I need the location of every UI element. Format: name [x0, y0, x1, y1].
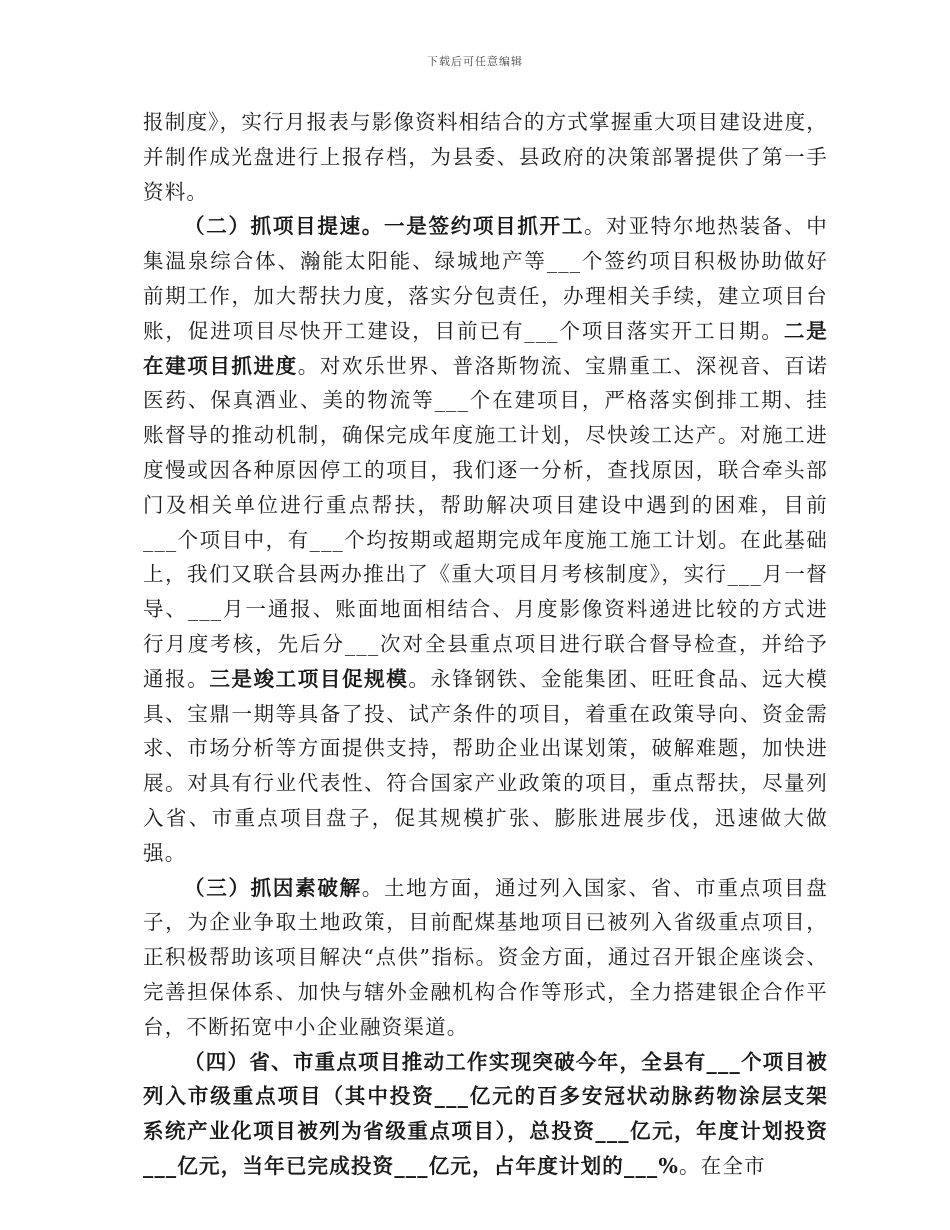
section-4-heading: （四）省、市重点项目推动工作实现突破今年，全县有___个项目被列入市级重点项目（其中投资___亿元的百多安冠状动脉药物涂层支架系统产业化项目被列为省级重点项目），总投资___亿元，年度计划投资___亿元，当年已完成投资___亿元，占年度计划的___%: [143, 1049, 828, 1178]
document-body: [143, 105, 828, 1184]
page-header: 下载后可任意编辑: [427, 55, 523, 68]
section-3-text: 。土地方面，通过列入国家、省、市重点项目盘子，为企业争取土地政策，目前配煤基地项目已被列入省级重点项目，正积极帮助该项目解决“点供”指标。资金方面，通过召开银企座谈会、完善担保体系、加快与辖外金融机构合作等形式，全力搭建银企合作平台，不断拓宽中小企业融资渠道。: [143, 875, 828, 1039]
section-2-subheading-3: 三是竣工项目促规模: [209, 666, 409, 691]
section-2-heading: （二）抓项目提速。一是签约项目抓开工: [184, 214, 585, 239]
section-2-text-3: 。永锋钢铁、金能集团、旺旺食品、远大模具、宝鼎一期等具备了投、试产条件的项目，着重在政策导向、资金需求、市场分析等方面提供支持，帮助企业出谋划策，破解难题，加快进展。对具有行业代表性、符合国家产业政策的项目，重点帮扶，尽量列入省、市重点项目盘子，促其规模扩张、膨胀进展步伐，迅速做大做强。: [143, 666, 828, 865]
section-2-text-2: 。对欢乐世界、普洛斯物流、宝鼎重工、深视音、百诺医药、保真酒业、美的物流等___个在建项目，严格落实倒排工期、挂账督导的推动机制，确保完成年度施工计划，尽快竣工达产。对施工进度慢或因各种原因停工的项目，我们逐一分析，查找原因，联合牵头部门及相关单位进行重点帮扶，帮助解决项目建设中遇到的困难，目前___个项目中，有___个均按期或超期完成年度施工施工计划。在此基础上，我们又联合县两办推出了《重大项目月考核制度》，实行___月一督导、___月一通报、账面地面相结合、月度影像资料递进比较的方式进行月度考核，先后分___次对全县重点项目进行联合督导检查，并给予通报。: [143, 353, 828, 691]
paragraph-4: [143, 1045, 828, 1184]
paragraph-3: [143, 871, 828, 1045]
section-2-subheading-2: 二是在建项目抓进度: [143, 318, 828, 378]
paragraph-2: [143, 209, 828, 870]
section-2-text-1: 。对亚特尔地热装备、中集温泉综合体、瀚能太阳能、绿城地产等___个签约项目积极协助做好前期工作，加大帮扶力度，落实分包责任，办理相关手续，建立项目台账，促进项目尽快开工建设，目前已有___个项目落实开工日期。: [143, 214, 828, 343]
section-3-heading: （三）抓因素破解: [184, 875, 362, 900]
section-4-text: 。在全市: [679, 1153, 766, 1178]
paragraph-1: 报制度》，实行月报表与影像资料相结合的方式掌握重大项目建设进度，并制作成光盘进行上报存档，为县委、县政府的决策部署提供了第一手资料。: [143, 110, 828, 204]
